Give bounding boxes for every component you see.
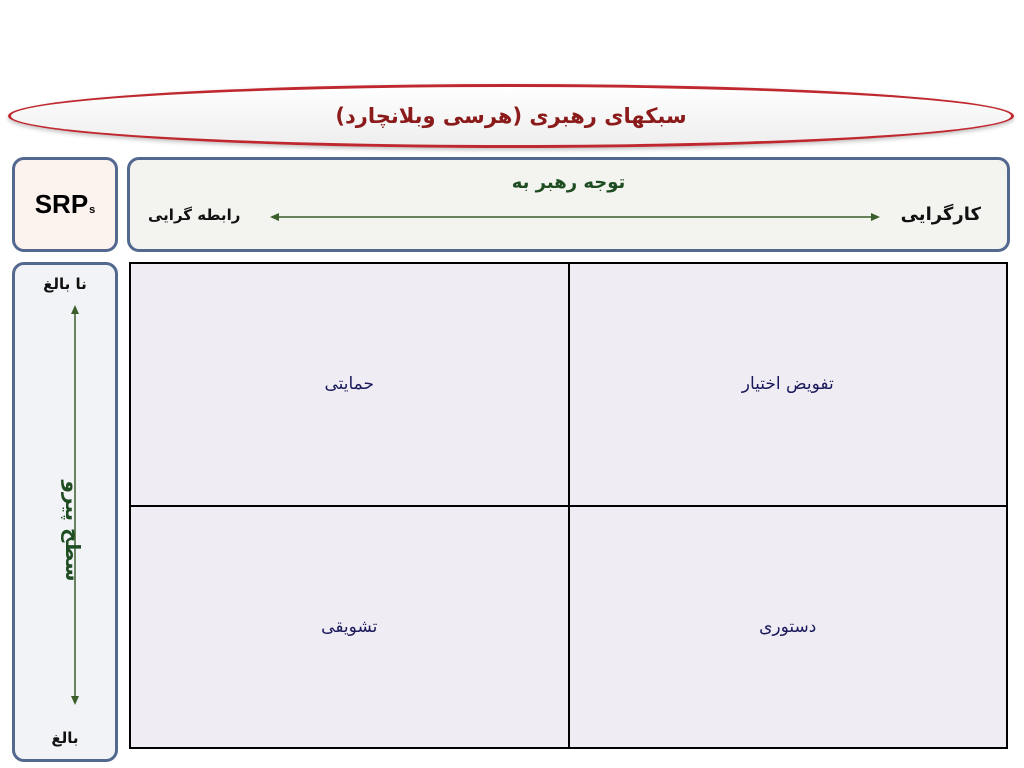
leader-focus-header [127, 157, 1010, 252]
quadrant-delegating: تفویض اختیار [569, 263, 1008, 506]
follower-level-label: سطح پیرو [61, 480, 85, 582]
srps-subscript: s [89, 204, 96, 216]
follower-level-sidebar [12, 262, 118, 762]
diagram-title: سبکهای رهبری (هرسی وبلانچارد) [335, 104, 687, 128]
relationship-oriented-label: رابطه گرایی [148, 206, 241, 224]
immature-label: نا بالغ [43, 275, 87, 293]
horizontal-double-arrow-icon [270, 209, 880, 225]
mature-label: بالغ [51, 729, 79, 747]
quadrant-supporting: حمایتی [130, 263, 569, 506]
leader-focus-label: توجه رهبر به [511, 172, 626, 193]
title-banner [8, 84, 1014, 148]
quadrant-directing: دستوری [569, 506, 1008, 749]
srps-label [35, 189, 96, 220]
task-oriented-label: کارگرایی [900, 204, 981, 225]
srps-main: SRP [34, 189, 89, 219]
quadrant-coaching: تشویقی [130, 506, 569, 749]
srps-box [12, 157, 118, 252]
leadership-styles-grid [129, 262, 1008, 749]
